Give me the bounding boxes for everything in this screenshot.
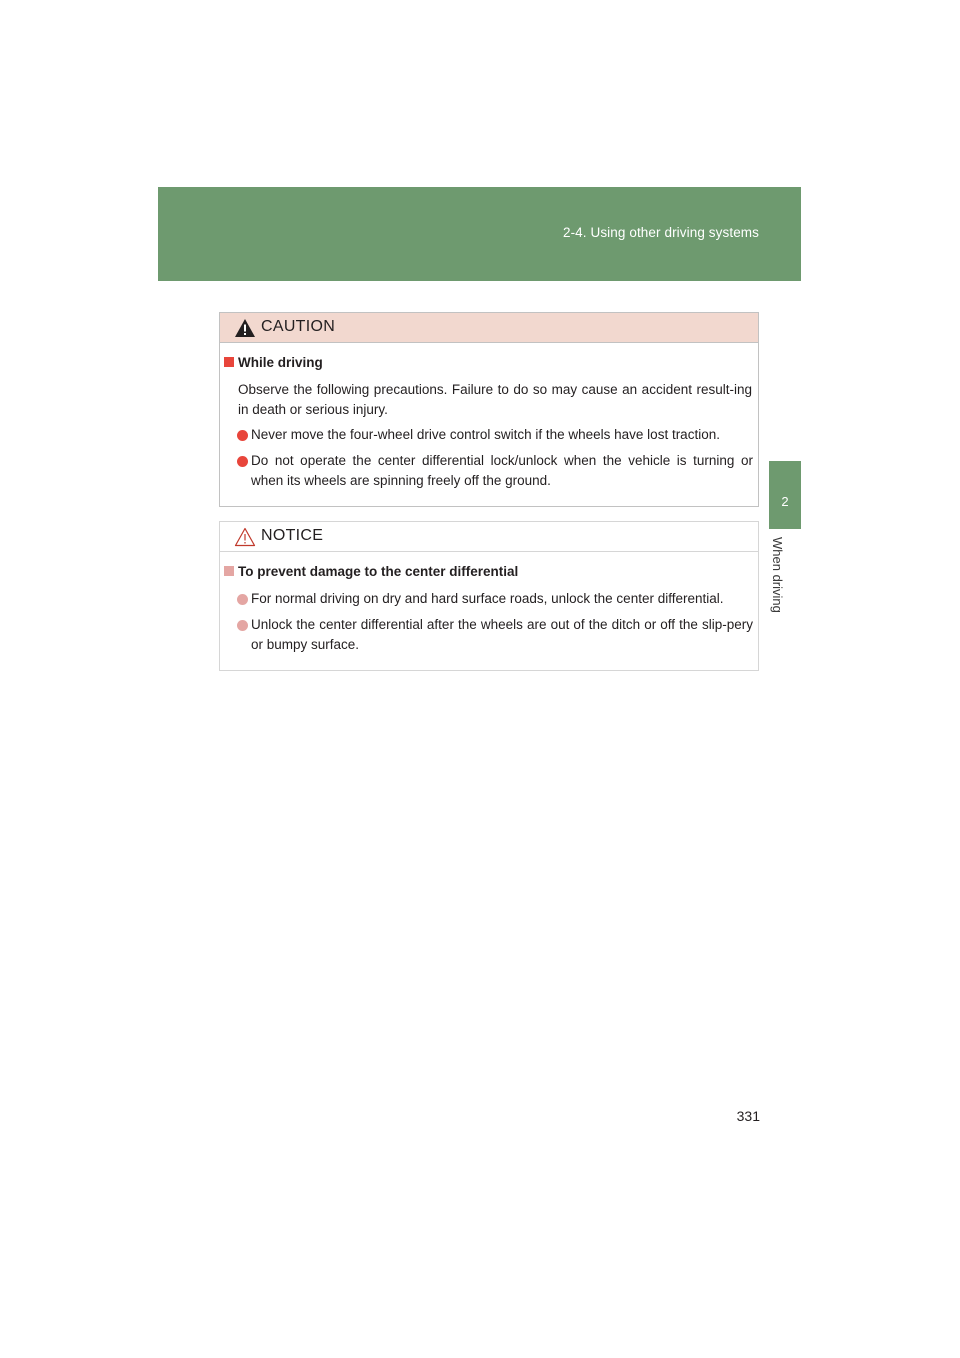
notice-item-text: For normal driving on dry and hard surface roads, unlock the center differential.: [251, 591, 724, 606]
chapter-tab: [769, 461, 801, 529]
notice-section-heading-text: To prevent damage to the center differential: [238, 564, 519, 579]
notice-header: [220, 522, 758, 552]
page-number: 331: [736, 1108, 760, 1124]
square-bullet-icon: [224, 566, 234, 576]
notice-section-heading: [224, 564, 518, 579]
section-header-band: [158, 187, 801, 281]
caution-header: [220, 313, 758, 343]
caution-intro: Observe the following precautions. Failure to do so may cause an accident result-ing in death or serious injury.: [238, 382, 752, 417]
caution-box: [219, 312, 759, 507]
circle-bullet-icon: [237, 594, 248, 605]
circle-bullet-icon: [237, 430, 248, 441]
chapter-label: When driving: [770, 537, 785, 613]
notice-title: NOTICE: [261, 527, 324, 544]
section-title: 2-4. Using other driving systems: [562, 225, 759, 240]
warning-triangle-filled-icon: [234, 318, 256, 338]
caution-section-heading: [224, 355, 323, 370]
caution-list-item: [237, 425, 753, 445]
caution-title: CAUTION: [261, 318, 336, 335]
warning-triangle-outline-icon: [234, 527, 256, 547]
circle-bullet-icon: [237, 456, 248, 467]
caution-list-item: [237, 451, 753, 491]
notice-list-item: [237, 589, 753, 609]
notice-list-item: [237, 615, 753, 655]
caution-item-text: Do not operate the center differential lock/unlock when the vehicle is turning or when its wheels are spinning freely off the ground.: [251, 453, 753, 488]
chapter-label-container: [771, 537, 799, 627]
notice-box: [219, 521, 759, 671]
caution-item-text: Never move the four-wheel drive control switch if the wheels have lost traction.: [251, 427, 720, 442]
square-bullet-icon: [224, 357, 234, 367]
chapter-number: 2: [781, 494, 789, 509]
caution-section-heading-text: While driving: [238, 355, 323, 370]
notice-item-text: Unlock the center differential after the wheels are out of the ditch or off the slip-pery or bumpy surface.: [251, 617, 753, 652]
circle-bullet-icon: [237, 620, 248, 631]
